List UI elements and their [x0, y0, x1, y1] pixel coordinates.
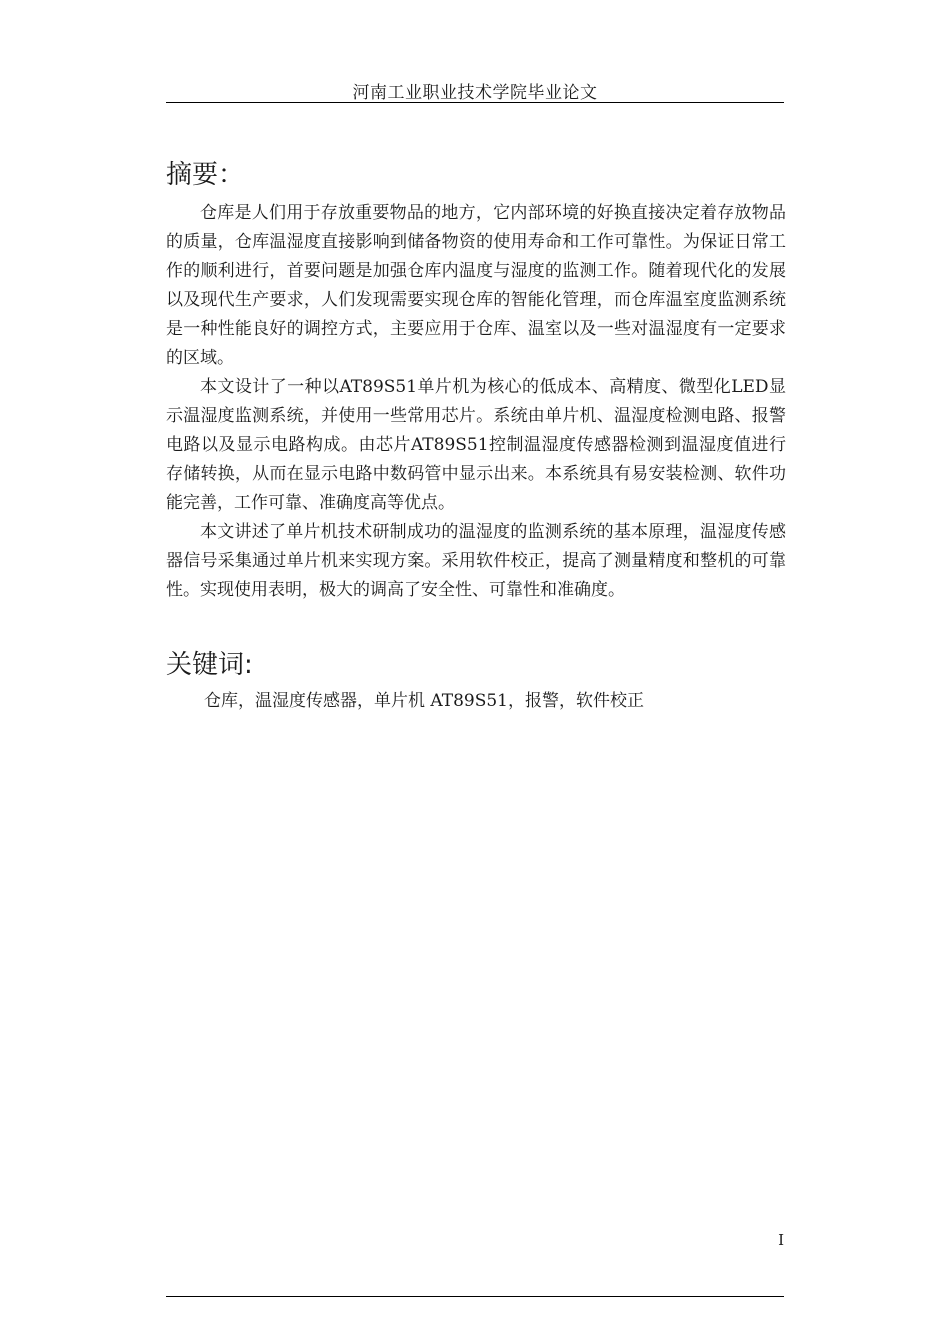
keywords-heading: 关键词: — [166, 650, 253, 680]
abstract-paragraph: 本文设计了一种以AT89S51单片机为核心的低成本、高精度、微型化LED显示温湿度监测系统，并使用一些常用芯片。系统由单片机、温湿度检测电路、报警电路以及显示电路构成。由芯片AT89S51控制温湿度传感器检测到温湿度值进行存储转换，从而在显示电路中数码管中显示出来。本系统具有易安装检测、软件功能完善，工作可靠、准确度高等优点。 — [166, 377, 786, 513]
running-header: 河南工业职业技术学院毕业论文 — [352, 83, 598, 103]
keywords-text: 仓库，温湿度传感器，单片机 AT89S51，报警，软件校正 — [204, 691, 644, 711]
abstract-body — [166, 199, 786, 605]
page-number: I — [778, 1231, 784, 1249]
abstract-paragraph: 本文讲述了单片机技术研制成功的温湿度的监测系统的基本原理，温湿度传感器信号采集通过单片机来实现方案。采用软件校正，提高了测量精度和整机的可靠性。实现使用表明，极大的调高了安全性、可靠性和准确度。 — [166, 522, 786, 600]
abstract-paragraph: 仓库是人们用于存放重要物品的地方，它内部环境的好换直接决定着存放物品的质量，仓库温湿度直接影响到储备物资的使用寿命和工作可靠性。为保证日常工作的顺利进行，首要问题是加强仓库内温度与湿度的监测工作。随着现代化的发展以及现代生产要求，人们发现需要实现仓库的智能化管理，而仓库温室度监测系统是一种性能良好的调控方式，主要应用于仓库、温室以及一些对温湿度有一定要求的区域。 — [166, 203, 786, 368]
header-rule — [166, 102, 784, 103]
abstract-heading: 摘要： — [166, 160, 245, 190]
footer-rule — [166, 1296, 784, 1297]
